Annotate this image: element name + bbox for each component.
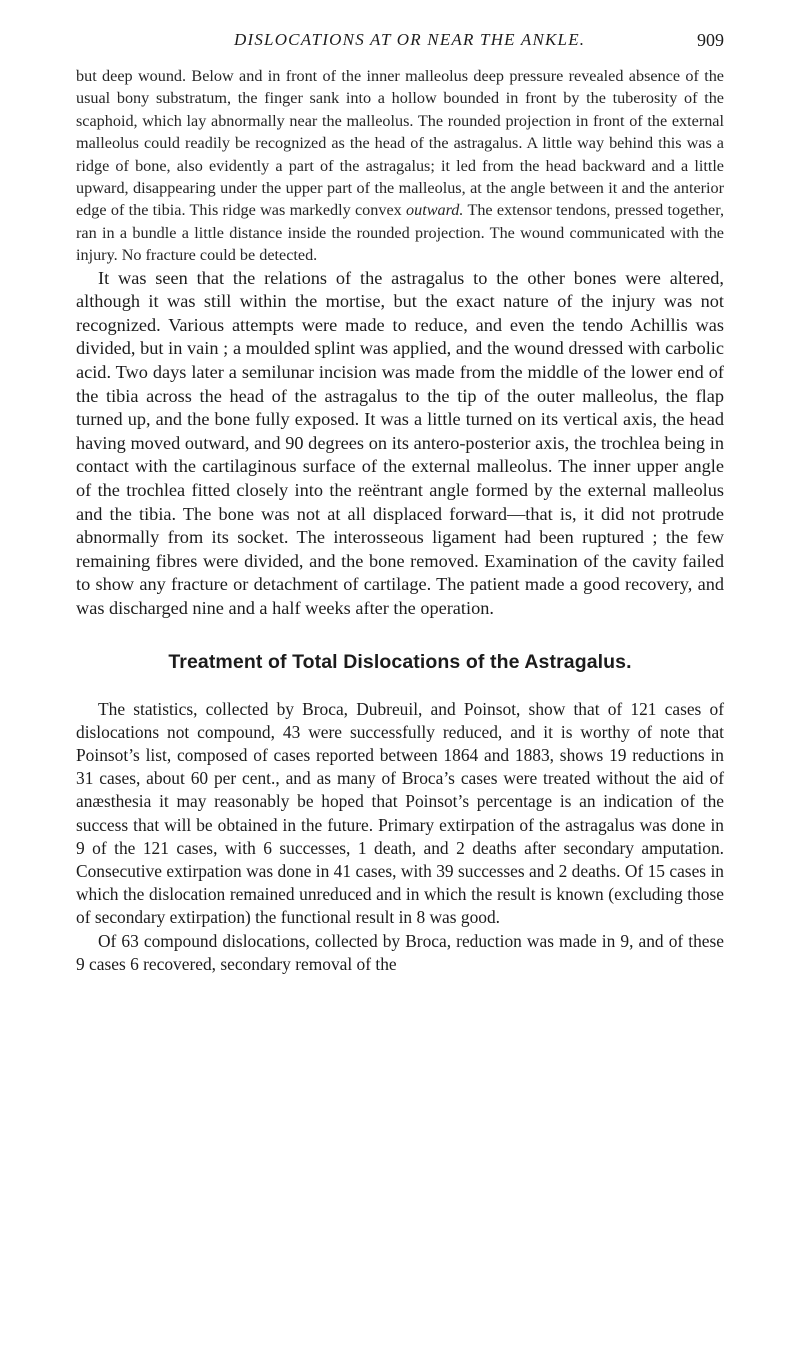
case-paragraph-1-text-b: The extensor tendons, pressed together, ran in a bundle a little distance inside the rounded projection. The wound communicated with the injury. No fracture could be detected. — [76, 201, 724, 265]
case-paragraph-1 — [76, 65, 724, 267]
running-head: DISLOCATIONS AT OR NEAR THE ANKLE. — [234, 30, 586, 49]
section-paragraph-1: The statistics, collected by Broca, Dubreuil, and Poinsot, show that of 121 cases of dislocations not compound, 43 were successfully reduced, and it is worthy of note that Poinsot’s list, composed of cases reported between 1864 and 1883, shows 19 reductions in 31 cases, about 60 per cent., and as many of Broca’s cases were treated without the aid of anæsthesia it may reasonably be hoped that Poinsot’s percentage is an indication of the success that will be obtained in the future. Primary extirpation of the astragalus was done in 9 of the 121 cases, with 6 successes, 1 death, and 2 deaths after secondary amputation. Consecutive extirpation was done in 41 cases, with 39 successes and 2 deaths. Of 15 cases in which the dislocation remained unreduced and in which the result is known (excluding those of secondary extirpation) the functional result in 8 was good. — [76, 698, 724, 928]
treatment-section — [76, 698, 724, 976]
section-paragraph-2: Of 63 compound dislocations, collected by Broca, reduction was made in 9, and of these 9 cases 6 recovered, secondary removal of the — [76, 930, 724, 974]
page-body — [76, 65, 724, 976]
case-paragraph-2: It was seen that the relations of the astragalus to the other bones were altered, although it was still within the mortise, but the exact nature of the injury was not recognized. Various attempts were made to reduce, and even the tendo Achillis was divided, but in vain ; a moulded splint was applied, and the wound dressed with carbolic acid. Two days later a semilunar incision was made from the middle of the lower end of the tibia across the head of the astragalus to the tip of the outer malleolus, the flap turned up, and the bone fully exposed. It was a little turned on its vertical axis, the head having moved outward, and 90 degrees on its antero-posterior axis, the trochlea being in contact with the cartilaginous surface of the external malleolus. The inner upper angle of the trochlea fitted closely into the reëntrant angle formed by the external malleolus and the tibia. The bone was not at all displaced forward—that is, it did not protrude abnormally from its socket. The interosseous ligament had been ruptured ; the few remaining fibres were divided, and the bone removed. Examination of the cavity failed to show any fracture or detachment of cartilage. The patient made a good recovery, and was discharged nine and a half weeks after the operation. — [76, 267, 724, 618]
page-number: 909 — [697, 30, 724, 50]
case-paragraph-1-text-a: but deep wound. Below and in front of the inner malleolus deep pressure revealed absence of the usual bony substratum, the finger sank into a hollow bounded in front by the tuberosity of the scaphoid, which lay abnormally near the malleolus. The rounded projection in front of the external malleolus could readily be recognized as the head of the astragalus. A little way behind this was a ridge of bone, also evidently a part of the astragalus; it led from the head backward and a little upward, disappearing under the upper part of the malleolus, at the angle between it and the anterior edge of the tibia. This ridge was markedly convex — [76, 67, 724, 220]
section-heading: Treatment of Total Dislocations of the Astragalus. — [168, 650, 632, 673]
emphasis-outward: outward. — [406, 201, 464, 220]
